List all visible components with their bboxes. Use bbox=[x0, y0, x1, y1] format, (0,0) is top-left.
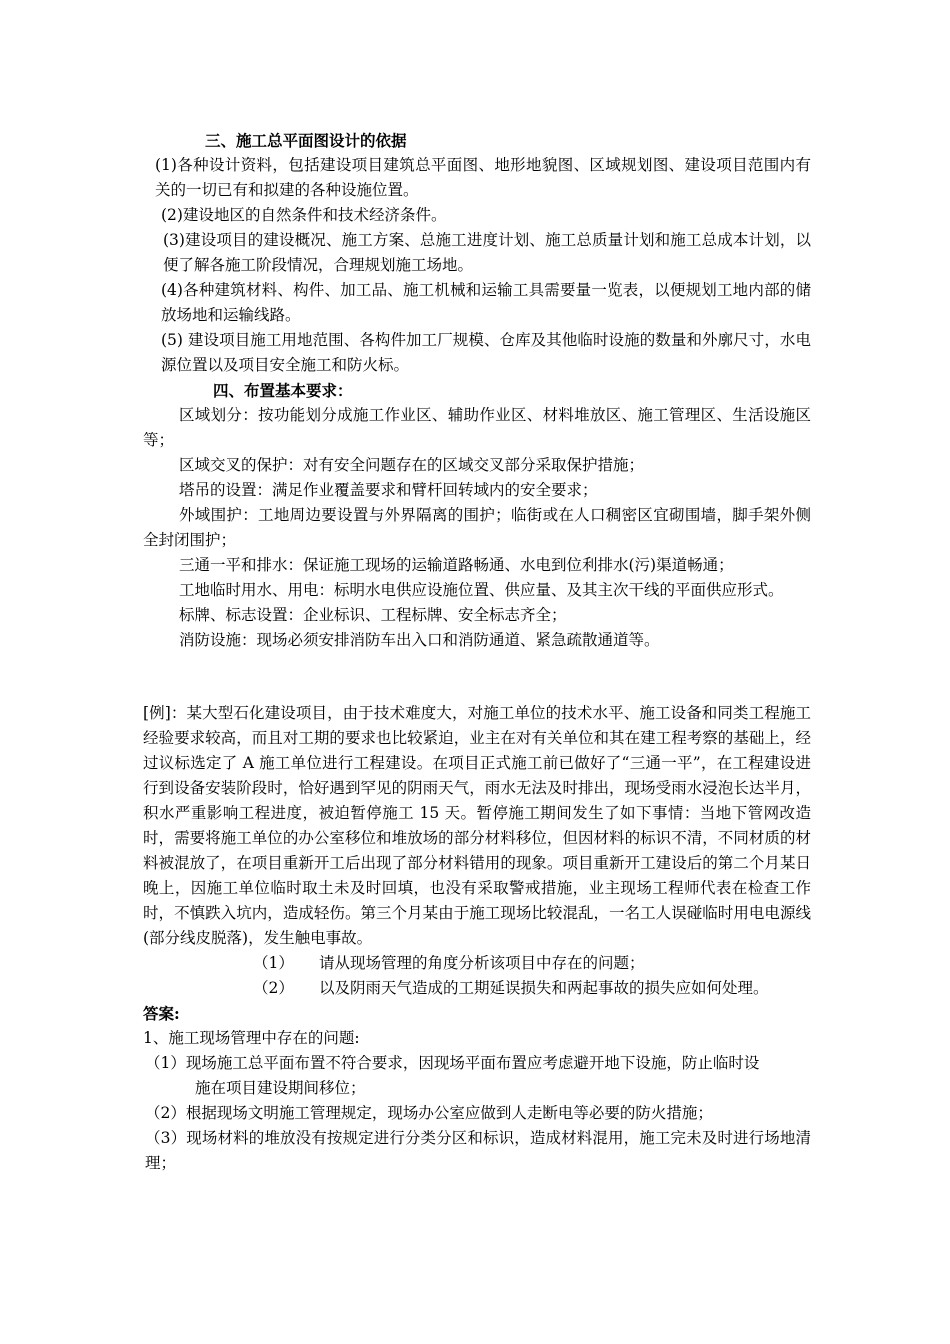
section4-item-6: 工地临时用水、用电：标明水电供应设施位置、供应量、及其主次干线的平面供应形式。 bbox=[179, 581, 784, 599]
section4-item-2: 区域交叉的保护：对有安全问题存在的区域交叉部分采取保护措施； bbox=[179, 456, 645, 474]
answer-title: 1、施工现场管理中存在的问题: bbox=[143, 1029, 360, 1047]
question-1 bbox=[143, 951, 811, 976]
answer-item-1-line-2: 施在项目建设期间移位； bbox=[195, 1079, 366, 1097]
paragraph-gap bbox=[143, 653, 811, 701]
section3-item-5: (5) 建设项目施工用地范围、各构件加工厂规模、仓库及其他临时设施的数量和外廓尺寸，水电源位置以及项目安全施工和防火标。 bbox=[161, 331, 811, 374]
section4-item-8: 消防设施：现场必须安排消防车出入口和消防通道、紧急疏散通道等。 bbox=[179, 631, 660, 649]
document-body bbox=[143, 128, 811, 1176]
answer-item-2: （2）根据现场文明施工管理规定，现场办公室应做到人走断电等必要的防火措施； bbox=[145, 1104, 713, 1122]
question-1-text: 请从现场管理的角度分析该项目中存在的问题； bbox=[319, 954, 645, 972]
section4-item-5: 三通一平和排水：保证施工现场的运输道路畅通、水电到位利排水(污)渠道畅通； bbox=[179, 556, 734, 574]
section4-item-1: 区域划分：按功能划分成施工作业区、辅助作业区、材料堆放区、施工管理区、生活设施区等； bbox=[143, 406, 811, 449]
section3-item-4: (4)各种建筑材料、构件、加工品、施工机械和运输工具需要量一览表，以便规划工地内部的储放场地和运输线路。 bbox=[161, 281, 811, 324]
answer-item-1-line-1: （1）现场施工总平面布置不符合要求，因现场平面布置应考虑避开地下设施，防止临时设 bbox=[145, 1054, 760, 1072]
section4-item-7: 标牌、标志设置：企业标识、工程标牌、安全标志齐全； bbox=[179, 606, 567, 624]
section3-item-3: (3)建设项目的建设概况、施工方案、总施工进度计划、施工总质量计划和施工总成本计划，以便了解各施工阶段情况，合理规划施工场地。 bbox=[163, 231, 811, 274]
question-1-number: （1） bbox=[253, 954, 294, 972]
section4-item-3: 塔吊的设置：满足作业覆盖要求和臂杆回转域内的安全要求； bbox=[179, 481, 598, 499]
question-2-text: 以及阴雨天气造成的工期延误损失和两起事故的损失应如何处理。 bbox=[319, 979, 769, 997]
answer-label: 答案: bbox=[143, 1004, 180, 1023]
answer-item-3: （3）现场材料的堆放没有按规定进行分类分区和标识，造成材料混用，施工完未及时进行场地清理； bbox=[145, 1129, 811, 1172]
question-2-number: （2） bbox=[253, 979, 294, 997]
question-2 bbox=[143, 976, 811, 1001]
section3-item-2: (2)建设地区的自然条件和技术经济条件。 bbox=[161, 206, 447, 224]
example-paragraph: [例]：某大型石化建设项目，由于技术难度大，对施工单位的技术水平、施工设备和同类工程施工经验要求较高，而且对工期的要求也比较紧迫，业主在对有关单位和其在建工程考察的基础上，经过议标选定了 A 施工单位进行工程建设。在项目正式施工前已做好了“三通一平”，在工程建设进行到设备安装阶段时，恰好遇到罕见的阴雨天气，雨水无法及时排出，现场受雨水浸泡长达半月，积水严重影响工程进度，被迫暂停施工 15 天。暂停施工期间发生了如下事情：当地下管网改造时，需要将施工单位的办公室移位和堆放场的部分材料移位，但因材料的标识不清，不同材质的材料被混放了，在项目重新开工后出现了部分材料错用的现象。项目重新开工建设后的第二个月某日晚上，因施工单位临时取土未及时回填，也没有采取警戒措施，业主现场工程师代表在检查工作时，不慎跌入坑内，造成轻伤。第三个月某由于施工现场比较混乱，一名工人误碰临时用电电源线(部分线皮脱落)，发生触电事故。 bbox=[143, 704, 811, 947]
section4-item-4: 外域围护：工地周边要设置与外界隔离的围护；临街或在人口稠密区宜砌围墙，脚手架外侧全封闭围护； bbox=[143, 506, 811, 549]
section4-heading: 四、布置基本要求： bbox=[213, 381, 353, 400]
section3-heading: 三、施工总平面图设计的依据 bbox=[205, 131, 407, 150]
section3-item-1: (1)各种设计资料，包括建设项目建筑总平面图、地形地貌图、区域规划图、建设项目范围内有关的一切已有和拟建的各种设施位置。 bbox=[155, 156, 811, 199]
